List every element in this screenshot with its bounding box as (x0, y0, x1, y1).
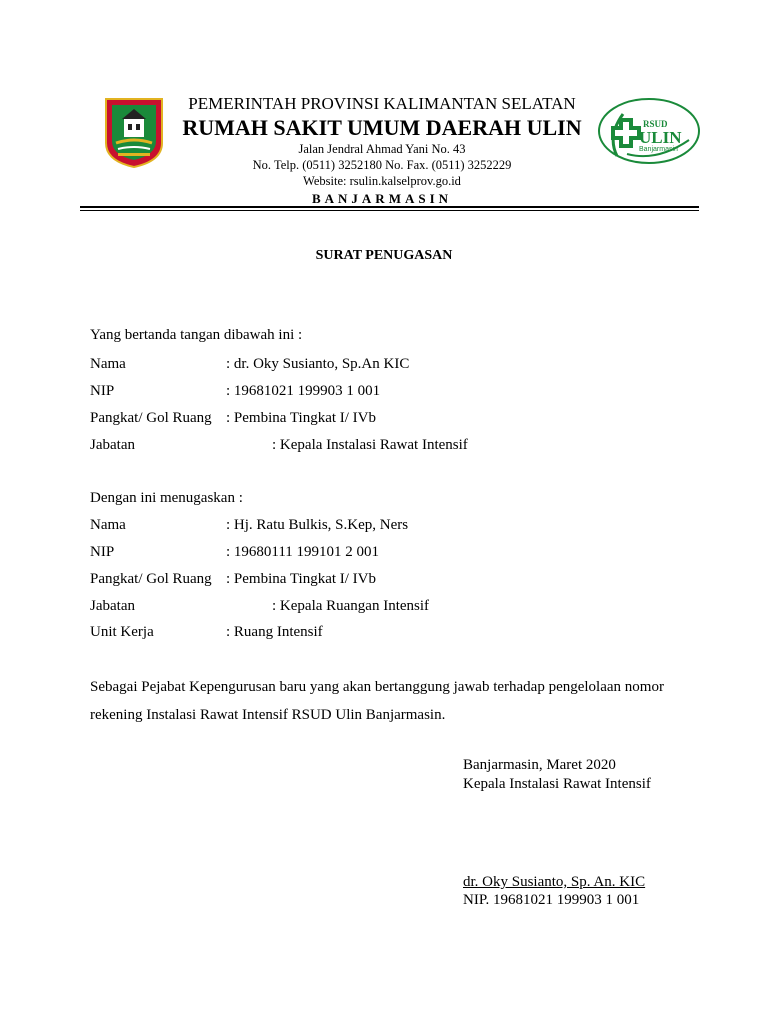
assignee-nip-value: : 19680111 199101 2 001 (226, 544, 380, 560)
header-divider-thick (80, 206, 699, 208)
hospital-name: RUMAH SAKIT UMUM DAERAH ULIN (182, 115, 582, 140)
assignee-nip-label: NIP (90, 544, 115, 560)
signer-rank-value: : Pembina Tingkat I/ IVb (226, 410, 377, 426)
svg-text:Banjarmasin: Banjarmasin (639, 146, 678, 153)
signature-nip: NIP. 19681021 199903 1 001 (463, 892, 640, 908)
signer-intro: Yang bertanda tangan dibawah ini : (90, 327, 303, 343)
signer-nip-value: : 19681021 199903 1 001 (226, 383, 381, 399)
signer-rank-label: Pangkat/ Gol Ruang (90, 410, 212, 426)
letterhead (165, 93, 599, 207)
hospital-phone: No. Telp. (0511) 3252180 No. Fax. (0511) 3252229 (252, 158, 512, 172)
assignee-name-value: : Hj. Ratu Bulkis, S.Kep, Ners (226, 517, 409, 533)
assignee-name-label: Nama (90, 517, 126, 533)
svg-text:ULIN: ULIN (639, 128, 682, 147)
signature-position: Kepala Instalasi Rawat Intensif (463, 776, 651, 792)
government-name: PEMERINTAH PROVINSI KALIMANTAN SELATAN (188, 94, 576, 113)
hospital-city: BANJARMASIN (311, 191, 453, 206)
assignee-position-label: Jabatan (90, 598, 135, 614)
body-line-1: Sebagai Pejabat Kepengurusan baru yang akan bertanggung jawab terhadap pengelolaan nomor (90, 679, 664, 695)
signer-position-label: Jabatan (90, 437, 135, 453)
signer-name-value: : dr. Oky Susianto, Sp.An KIC (226, 356, 410, 372)
provincial-emblem-icon (104, 97, 164, 169)
signer-position-value: : Kepala Instalasi Rawat Intensif (272, 437, 468, 453)
hospital-website: Website: rsulin.kalselprov.go.id (303, 174, 461, 188)
assignee-intro: Dengan ini menugaskan : (90, 490, 243, 506)
assignee-unit-label: Unit Kerja (90, 624, 154, 640)
header-divider-thin (80, 210, 699, 211)
assignee-rank-value: : Pembina Tingkat I/ IVb (226, 571, 377, 587)
signature-place-date: Banjarmasin, Maret 2020 (463, 757, 616, 773)
assignee-unit-value: : Ruang Intensif (226, 624, 323, 640)
rsud-ulin-logo-icon (597, 96, 701, 166)
hospital-address: Jalan Jendral Ahmad Yani No. 43 (298, 142, 466, 156)
assignee-position-value: : Kepala Ruangan Intensif (272, 598, 430, 614)
signer-name-label: Nama (90, 356, 126, 372)
signature-name: dr. Oky Susianto, Sp. An. KIC (463, 874, 646, 890)
document-title: SURAT PENUGASAN (315, 248, 453, 263)
assignee-rank-label: Pangkat/ Gol Ruang (90, 571, 212, 587)
svg-text:RSUD: RSUD (643, 119, 668, 129)
signer-nip-label: NIP (90, 383, 115, 399)
body-line-2: rekening Instalasi Rawat Intensif RSUD Ulin Banjarmasin. (90, 707, 446, 723)
